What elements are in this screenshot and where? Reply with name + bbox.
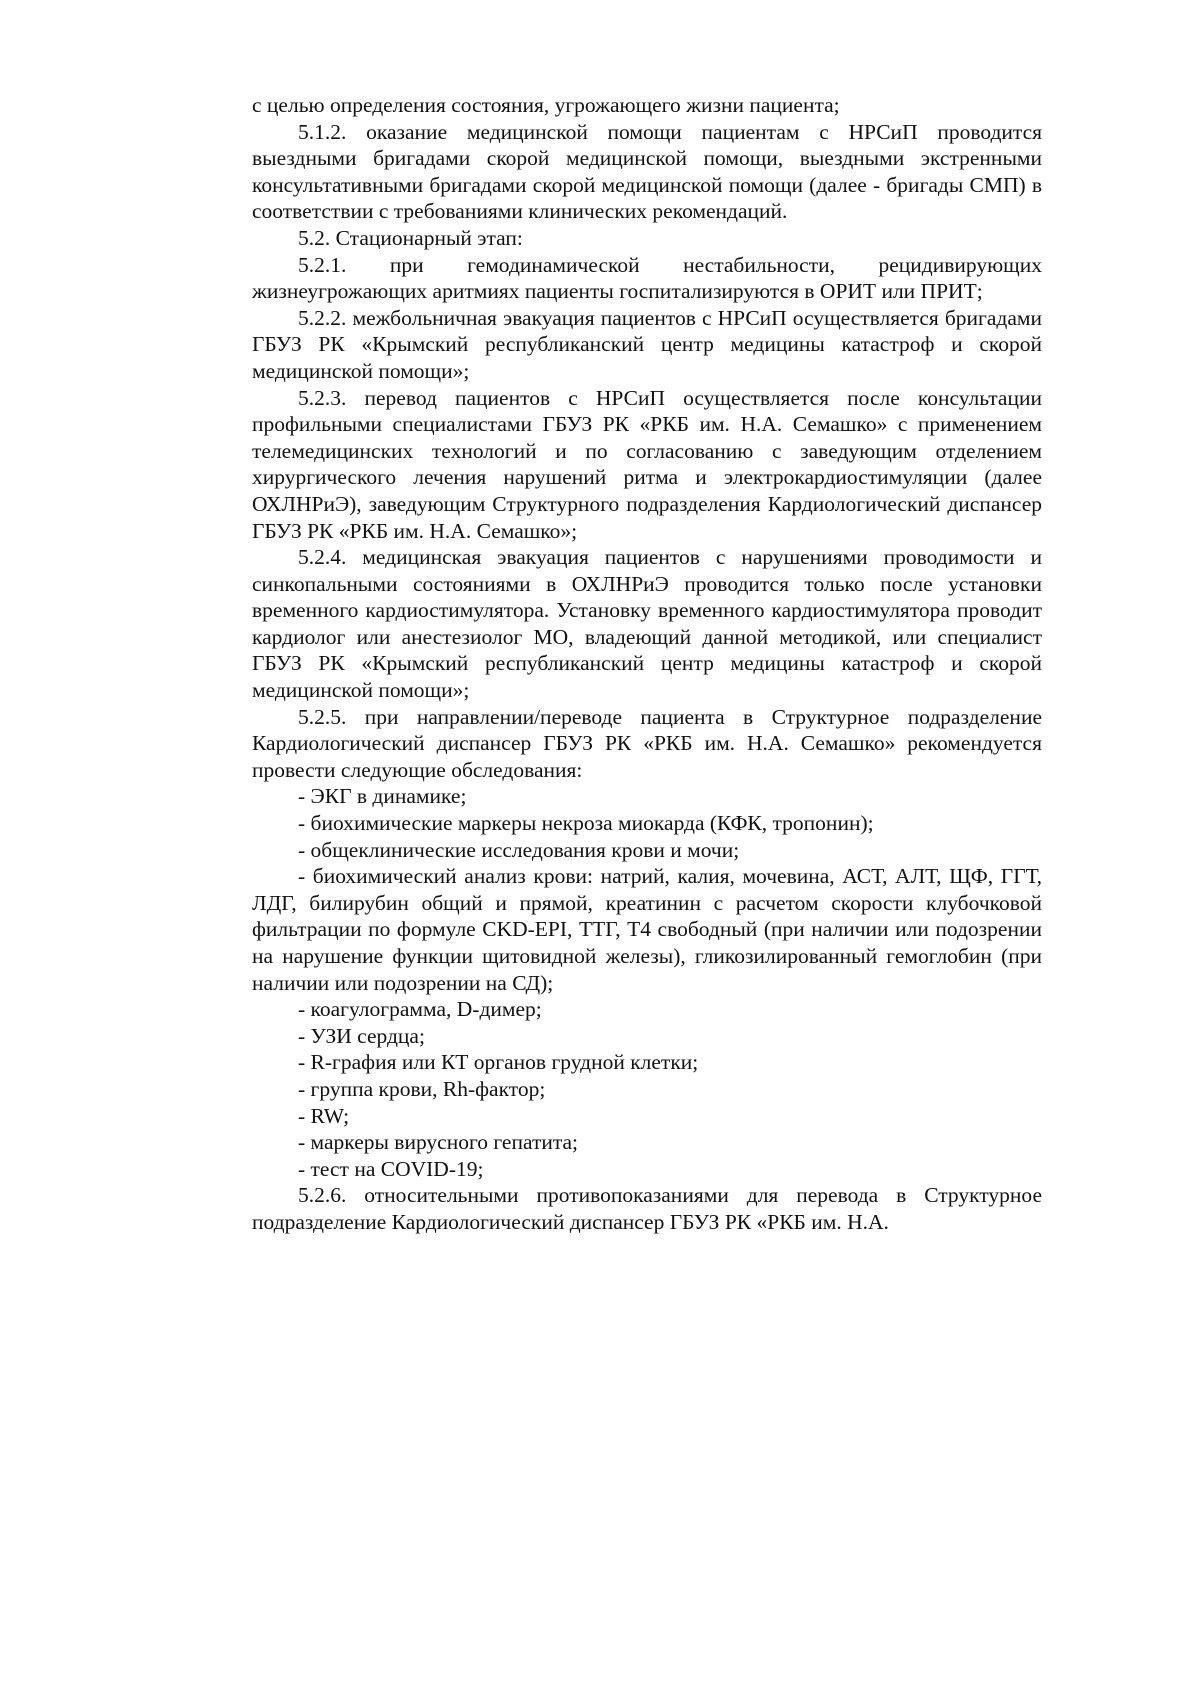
paragraph-continuation: с целью определения состояния, угрожающего жизни пациента;: [252, 93, 840, 117]
list-item-blood-group: - группа крови, Rh-фактор;: [298, 1076, 546, 1101]
list-item-coagulogram: - коагулограмма, D-димер;: [298, 997, 542, 1022]
list-item-hepatitis: - маркеры вирусного гепатита;: [298, 1130, 579, 1155]
list-item-echo: - УЗИ сердца;: [298, 1023, 425, 1048]
list-item-ecg: - ЭКГ в динамике;: [298, 784, 467, 809]
paragraph-5-1-2: 5.1.2. оказание медицинской помощи пациентам с НРСиП проводится выездными бригадами скорой медицинской помощи, выездными экстренными консультативными бригадами скорой медицинской помощи (далее - бригады СМП) в соответствии с требованиями клинических рекомендаций.: [252, 119, 1042, 224]
list-item-markers: - биохимические маркеры некроза миокарда (КФК, тропонин);: [298, 811, 874, 836]
list-item-clinical-tests: - общеклинические исследования крови и мочи;: [298, 837, 740, 862]
list-item-rw: - RW;: [298, 1103, 350, 1128]
paragraph-5-2-heading: 5.2. Стационарный этап:: [298, 225, 523, 250]
paragraph-5-2-1: 5.2.1. при гемодинамической нестабильности, рецидивирующих жизнеугрожающих аритмиях пациенты госпитализируются в ОРИТ или ПРИТ;: [252, 252, 1042, 304]
list-item-xray-ct: - R-графия или КТ органов грудной клетки;: [298, 1050, 699, 1075]
paragraph-5-2-3: 5.2.3. перевод пациентов с НРСиП осуществляется после консультации профильными специалистами ГБУЗ РК «РКБ им. Н.А. Семашко» с применением телемедицинских технологий и по согласованию с заведующим отделением хирургического лечения нарушений ритма и электрокардиостимуляции (далее ОХЛНРиЭ), заведующим Структурного подразделения Кардиологический диспансер ГБУЗ РК «РКБ им. Н.А. Семашко»;: [252, 385, 1042, 543]
document-page: [252, 92, 1042, 1236]
paragraph-5-2-5: 5.2.5. при направлении/переводе пациента в Структурное подразделение Кардиологический диспансер ГБУЗ РК «РКБ им. Н.А. Семашко» рекомендуется провести следующие обследования:: [252, 704, 1042, 782]
paragraph-5-2-4: 5.2.4. медицинская эвакуация пациентов с нарушениями проводимости и синкопальными состояниями в ОХЛНРиЭ проводится только после установки временного кардиостимулятора. Установку временного кардиостимулятора проводит кардиолог или анестезиолог МО, владеющий данной методикой, или специалист ГБУЗ РК «Крымский республиканский центр медицины катастроф и скорой медицинской помощи»;: [252, 545, 1042, 703]
paragraph-5-2-6: 5.2.6. относительными противопоказаниями для перевода в Структурное подразделение Кардиологический диспансер ГБУЗ РК «РКБ им. Н.А.: [252, 1183, 1042, 1234]
list-item-biochemistry: - биохимический анализ крови: натрий, калия, мочевина, АСТ, АЛТ, ЩФ, ГГТ, ЛДГ, билирубин общий и прямой, креатинин с расчетом скорости клубочковой фильтрации по формуле CKD-EPI, ТТГ, Т4 свободный (при наличии или подозрении на нарушение функции щитовидной железы), гликозилированный гемоглобин (при наличии или подозрении на СД);: [252, 864, 1042, 995]
list-item-covid: - тест на COVID-19;: [298, 1156, 484, 1181]
paragraph-5-2-2: 5.2.2. межбольничная эвакуация пациентов с НРСиП осуществляется бригадами ГБУЗ РК «Крымский республиканский центр медицины катастроф и скорой медицинской помощи»;: [252, 305, 1042, 383]
